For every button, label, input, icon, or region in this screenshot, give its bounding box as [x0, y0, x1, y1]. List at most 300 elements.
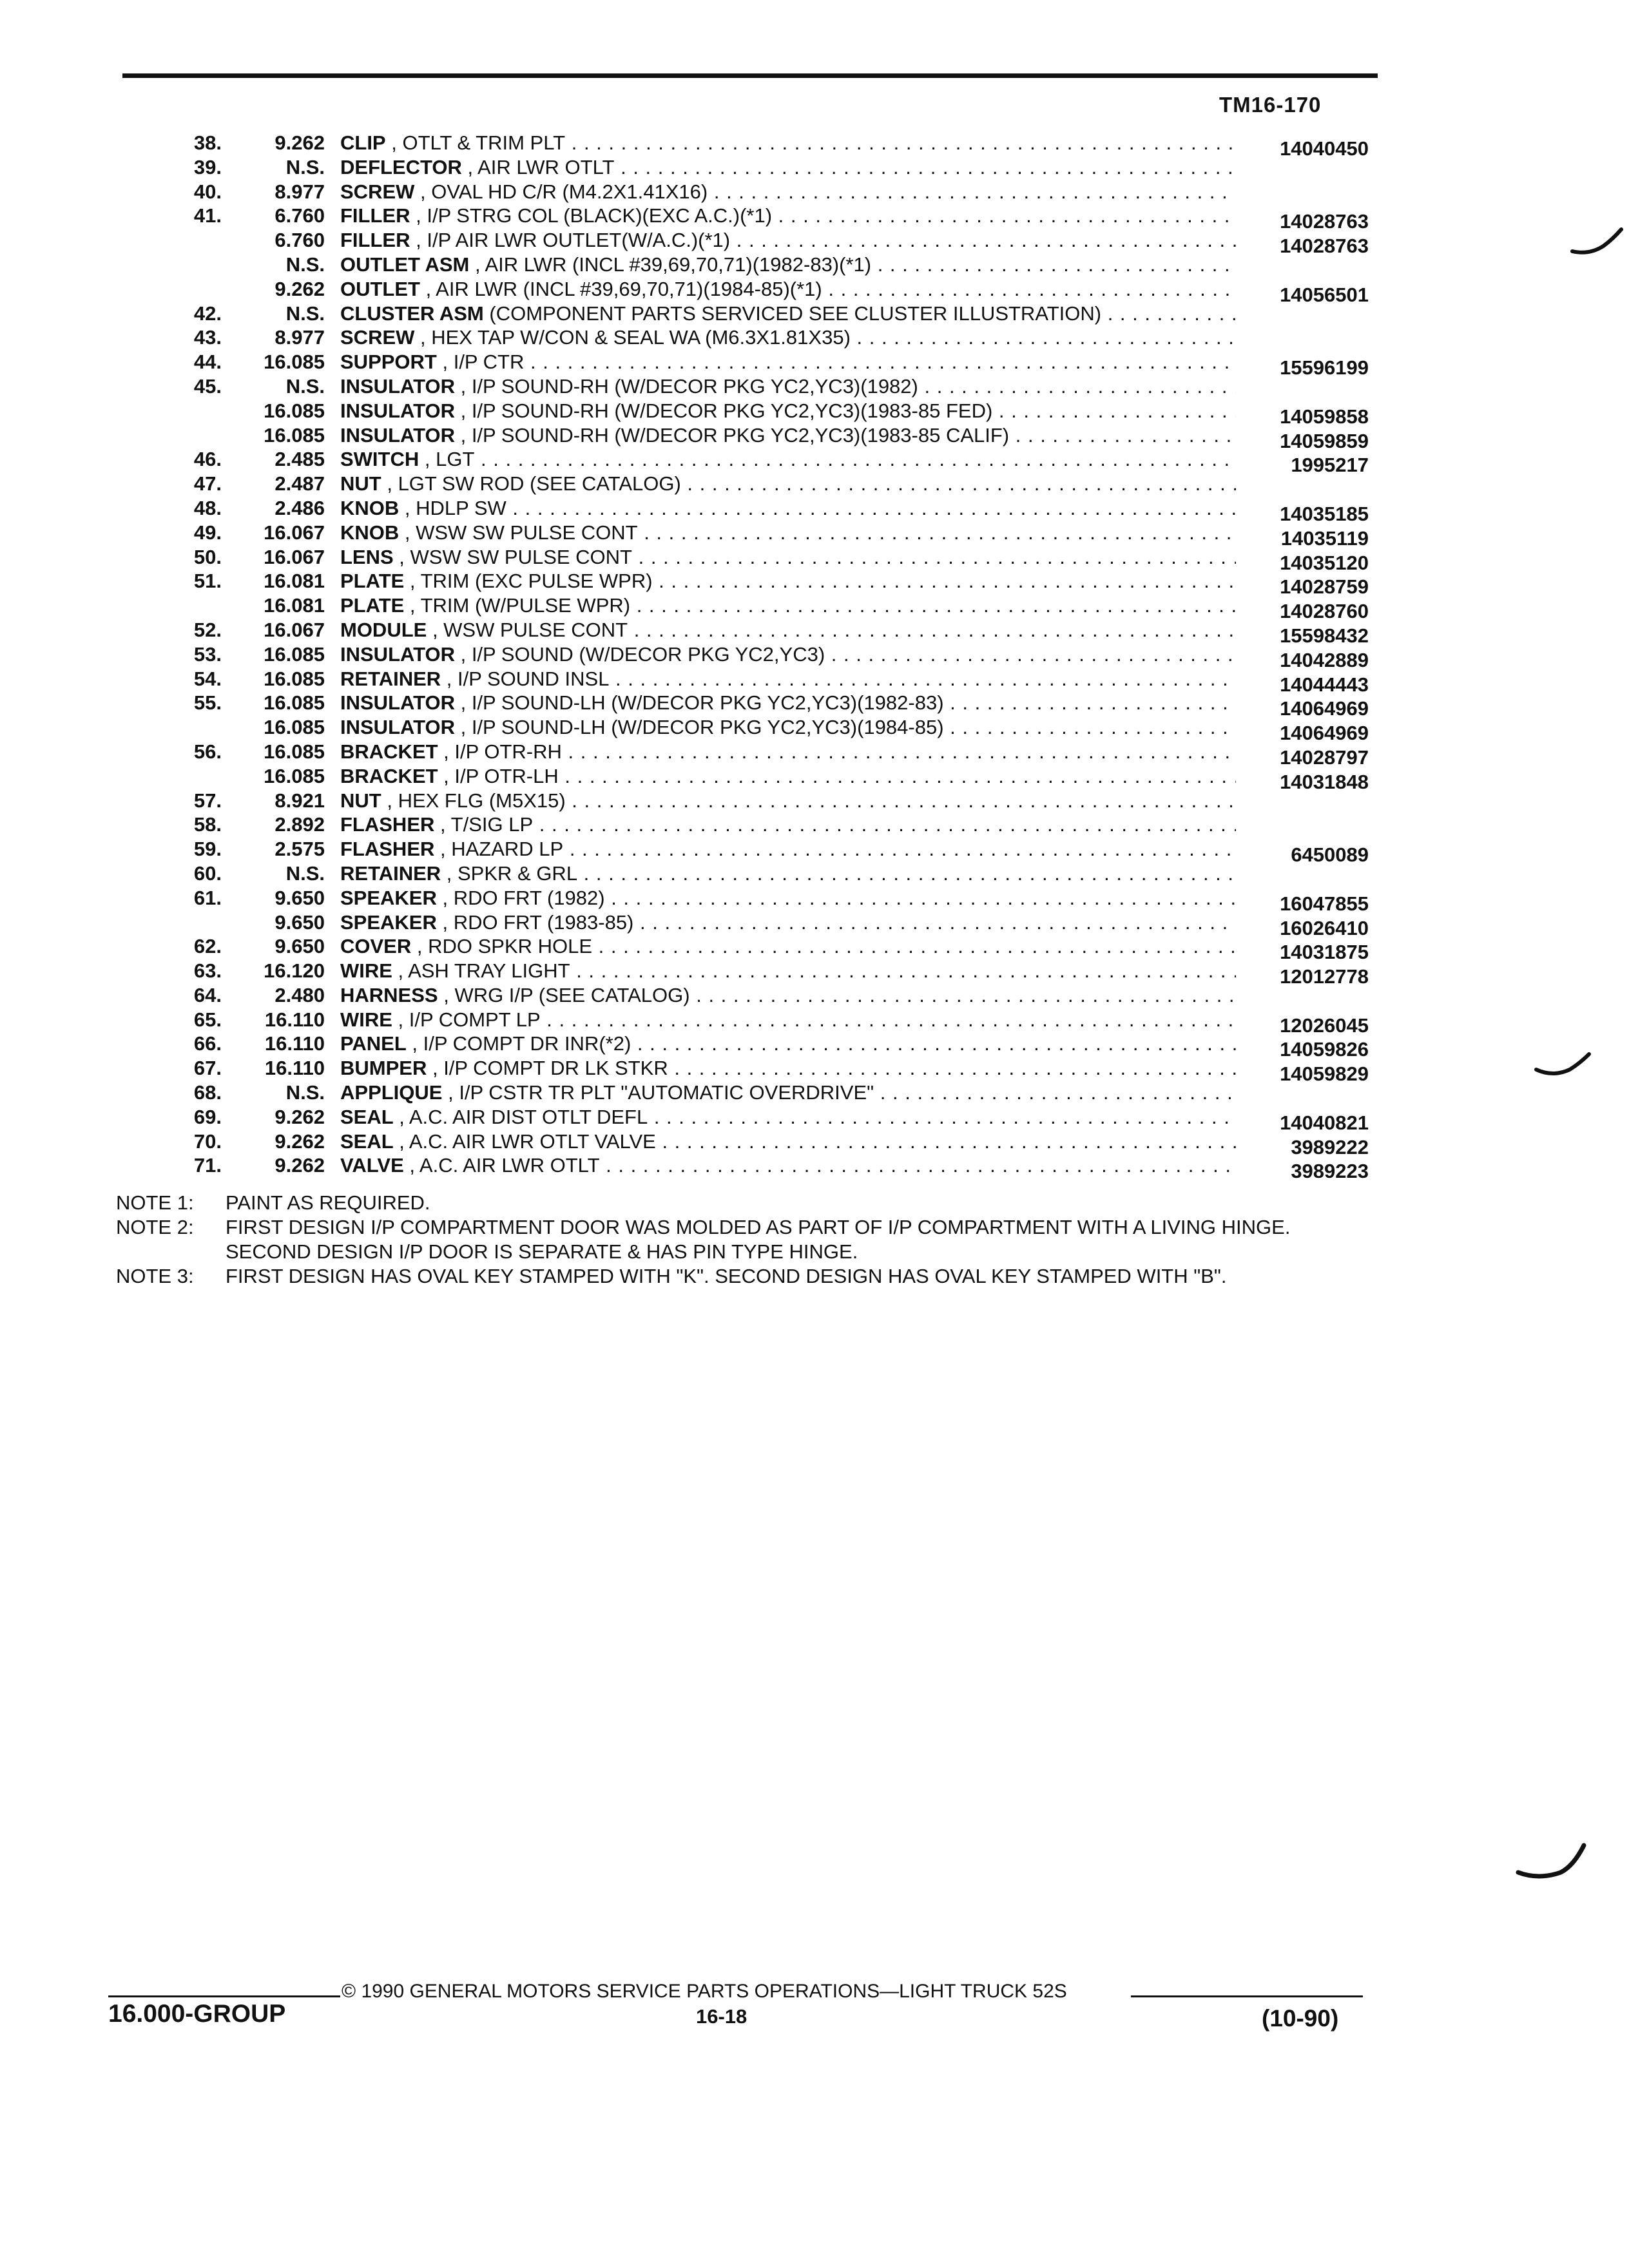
part-sep: ,: [436, 351, 454, 374]
item-number: 42.: [193, 302, 222, 325]
part-number: 12026045: [1280, 1014, 1369, 1037]
part-sep: ,: [399, 521, 416, 544]
part-description: [340, 715, 1236, 740]
part-detail: I/P COMPT DR LK STKR: [443, 1057, 668, 1080]
item-number: 39.: [193, 155, 222, 178]
part-sep: ,: [381, 472, 398, 495]
part-name: RETAINER: [340, 861, 441, 885]
part-detail: SPKR & GRL: [458, 861, 578, 885]
part-sep: ,: [427, 1057, 444, 1080]
note-text: FIRST DESIGN I/P COMPARTMENT DOOR WAS MOLDED AS PART OF I/P COMPARTMENT WITH A LIVING HINGE. SECOND DESIGN I/P DOOR IS SEPARATE & HAS PIN TYPE HINGE.: [226, 1216, 1291, 1263]
part-description: [340, 1153, 1236, 1178]
part-name: PLATE: [340, 594, 405, 617]
part-description: [340, 204, 1236, 228]
item-number: 43.: [193, 326, 222, 349]
part-name: CLIP: [340, 131, 386, 154]
part-description: [340, 350, 1236, 374]
part-name: SPEAKER: [340, 910, 437, 934]
part-description: [340, 399, 1236, 423]
part-detail: HAZARD LP: [451, 838, 564, 861]
group-number: 16.110: [264, 1057, 325, 1080]
group-number: 9.262: [275, 131, 325, 154]
part-row: [0, 1008, 1629, 1037]
part-number: 14056501: [1280, 283, 1369, 306]
group-number: 2.486: [275, 496, 325, 519]
part-row: [0, 204, 1629, 233]
part-row: [0, 934, 1629, 964]
part-sep: ,: [420, 277, 436, 300]
note-label: NOTE 2:: [116, 1216, 194, 1238]
group-number: 16.085: [264, 351, 325, 374]
part-number: 15598432: [1280, 624, 1369, 647]
part-detail: RDO FRT (1983-85): [453, 910, 634, 934]
part-sep: ,: [399, 496, 416, 519]
part-name: OUTLET: [340, 277, 420, 300]
group-number: 9.262: [275, 1154, 325, 1177]
part-sep: ,: [454, 691, 472, 715]
part-description: [340, 277, 1236, 302]
item-number: 51.: [193, 570, 222, 593]
part-number: 12012778: [1280, 965, 1369, 988]
part-detail: RDO FRT (1982): [453, 886, 605, 909]
part-sep: ,: [442, 1081, 459, 1104]
part-description: [340, 934, 1236, 959]
part-number: 14035185: [1280, 502, 1369, 525]
part-number: 14035119: [1280, 526, 1369, 550]
group-number: 16.085: [264, 423, 325, 447]
item-number: 66.: [193, 1032, 222, 1055]
part-name: INSULATOR: [340, 374, 455, 398]
part-row: [0, 1105, 1629, 1134]
part-row: [0, 1056, 1629, 1086]
part-row: [0, 691, 1629, 720]
group-number: 8.921: [275, 789, 325, 812]
part-detail: I/P COMPT LP: [409, 1008, 541, 1031]
note-text: PAINT AS REQUIRED.: [226, 1191, 430, 1214]
part-description: [340, 228, 1236, 253]
part-name: COVER: [340, 935, 412, 958]
part-sep: ,: [381, 789, 398, 812]
part-sep: ,: [434, 838, 452, 861]
part-sep: ,: [438, 740, 455, 763]
part-detail: I/P OTR-RH: [454, 740, 562, 763]
group-number: 16.085: [264, 716, 325, 739]
part-name: SEAL: [340, 1105, 394, 1128]
part-sep: ,: [393, 545, 410, 568]
part-sep: ,: [441, 667, 458, 690]
part-row: [0, 302, 1629, 326]
part-row: [0, 447, 1629, 477]
part-row: [0, 642, 1629, 671]
part-detail: LGT SW ROD (SEE CATALOG): [398, 472, 681, 495]
margin-checkmark-icon: [1516, 1841, 1586, 1887]
part-row: [0, 837, 1629, 867]
part-name: WIRE: [340, 959, 392, 983]
item-number: 69.: [193, 1105, 222, 1128]
part-name: CLUSTER ASM: [340, 302, 484, 325]
part-number: 16026410: [1280, 916, 1369, 939]
part-sep: ,: [436, 910, 454, 934]
part-name: NUT: [340, 472, 381, 495]
item-number: 50.: [193, 545, 222, 568]
part-description: [340, 910, 1236, 935]
part-row: [0, 496, 1629, 525]
part-description: [340, 959, 1236, 983]
part-row: [0, 886, 1629, 915]
part-number: 14064969: [1280, 722, 1369, 745]
part-name: PLATE: [340, 570, 405, 593]
footer-group: 16.000-GROUP: [108, 2000, 286, 2028]
part-name: SEAL: [340, 1129, 394, 1153]
part-row: [0, 569, 1629, 599]
part-name: RETAINER: [340, 667, 441, 690]
item-number: 65.: [193, 1008, 222, 1031]
part-name: FILLER: [340, 229, 410, 252]
part-detail: I/P SOUND-RH (W/DECOR PKG YC2,YC3)(1983-85 CALIF): [471, 423, 1010, 447]
part-row: [0, 1153, 1629, 1183]
part-description: [340, 180, 1236, 204]
part-row: [0, 910, 1629, 939]
part-name: MODULE: [340, 618, 427, 641]
part-description: [340, 886, 1236, 910]
group-number: 16.067: [264, 545, 325, 568]
group-number: 9.650: [275, 886, 325, 909]
part-sep: ,: [393, 1105, 409, 1128]
part-description: [340, 1056, 1236, 1081]
parts-list: [0, 131, 1629, 1183]
part-sep: ,: [411, 935, 429, 958]
part-description: [340, 740, 1236, 764]
part-number: 14044443: [1280, 673, 1369, 696]
part-detail: AIR LWR (INCL #39,69,70,71)(1982-83)(*1): [485, 253, 872, 276]
part-number: 14035120: [1280, 551, 1369, 574]
part-row: [0, 253, 1629, 277]
group-number: 16.110: [264, 1032, 325, 1055]
part-description: [340, 861, 1236, 886]
part-sep: ,: [441, 861, 458, 885]
part-sep: ,: [454, 374, 472, 398]
part-name: VALVE: [340, 1154, 404, 1177]
part-sep: ,: [385, 131, 403, 154]
group-number: 16.081: [264, 594, 325, 617]
part-row: [0, 399, 1629, 428]
part-detail: ASH TRAY LIGHT: [408, 959, 570, 983]
item-number: 60.: [193, 861, 222, 885]
part-row: [0, 812, 1629, 837]
part-description: [340, 593, 1236, 618]
part-row: [0, 667, 1629, 696]
part-name: SCREW: [340, 326, 415, 349]
part-row: [0, 374, 1629, 399]
footer-date: (10-90): [1262, 2005, 1339, 2032]
group-number: N.S.: [285, 1081, 325, 1104]
item-number: 54.: [193, 667, 222, 690]
part-name: INSULATOR: [340, 399, 455, 422]
part-sep: ,: [419, 448, 436, 471]
part-detail: I/P SOUND-LH (W/DECOR PKG YC2,YC3)(1984-85): [471, 716, 944, 739]
part-row: [0, 789, 1629, 813]
part-detail: WSW SW PULSE CONT: [416, 521, 638, 544]
part-description: [340, 131, 1236, 155]
part-sep: ,: [469, 253, 485, 276]
part-sep: ,: [392, 959, 409, 983]
part-row: [0, 861, 1629, 886]
part-row: [0, 228, 1629, 258]
part-description: [340, 691, 1236, 715]
part-sep: ,: [404, 594, 421, 617]
part-sep: ,: [406, 1032, 423, 1055]
part-sep: ,: [438, 983, 455, 1006]
part-row: [0, 715, 1629, 745]
part-number: 16047855: [1280, 892, 1369, 915]
part-row: [0, 277, 1629, 306]
part-name: INSULATOR: [340, 642, 455, 666]
part-sep: ,: [414, 326, 432, 349]
part-description: [340, 837, 1236, 861]
part-description: [340, 302, 1236, 326]
item-number: 71.: [193, 1154, 222, 1177]
part-detail: I/P COMPT DR INR(*2): [423, 1032, 631, 1055]
document-number: TM16-170: [1219, 93, 1322, 117]
part-sep: ,: [410, 229, 427, 252]
item-number: 53.: [193, 642, 222, 666]
part-sep: ,: [393, 1129, 409, 1153]
part-description: [340, 1105, 1236, 1129]
part-description: [340, 764, 1236, 789]
group-number: 9.262: [275, 1105, 325, 1128]
group-number: N.S.: [285, 155, 325, 178]
part-number: 14028760: [1280, 600, 1369, 623]
part-detail: I/P SOUND INSL: [458, 667, 610, 690]
note: [116, 1264, 1379, 1289]
part-name: INSULATOR: [340, 691, 455, 715]
item-number: 44.: [193, 351, 222, 374]
part-row: [0, 131, 1629, 160]
group-number: 16.081: [264, 570, 325, 593]
group-number: 9.650: [275, 935, 325, 958]
part-name: INSULATOR: [340, 423, 455, 447]
part-row: [0, 472, 1629, 496]
group-number: 2.480: [275, 983, 325, 1006]
part-description: [340, 374, 1236, 399]
group-number: N.S.: [285, 374, 325, 398]
item-number: 45.: [193, 374, 222, 398]
part-detail: T/SIG LP: [450, 813, 534, 836]
note-text: FIRST DESIGN HAS OVAL KEY STAMPED WITH "K". SECOND DESIGN HAS OVAL KEY STAMPED WITH "B".: [226, 1265, 1227, 1287]
group-number: N.S.: [285, 302, 325, 325]
part-row: [0, 1081, 1629, 1105]
part-detail: TRIM (W/PULSE WPR): [420, 594, 631, 617]
part-sep: ,: [454, 399, 472, 422]
part-number: 14031848: [1280, 770, 1369, 793]
part-name: NUT: [340, 789, 381, 812]
item-number: 40.: [193, 180, 222, 203]
part-row: [0, 764, 1629, 793]
part-name: SUPPORT: [340, 351, 437, 374]
part-number: 14028763: [1280, 210, 1369, 233]
part-detail: HDLP SW: [416, 496, 506, 519]
item-number: 41.: [193, 204, 222, 227]
item-number: 48.: [193, 496, 222, 519]
part-sep: ,: [454, 423, 472, 447]
part-detail: A.C. AIR DIST OTLT DEFL: [409, 1105, 648, 1128]
item-number: 56.: [193, 740, 222, 763]
part-name: FILLER: [340, 204, 410, 227]
footer-page-number: 16-18: [696, 2005, 747, 2028]
part-sep: ,: [403, 1154, 419, 1177]
item-number: 70.: [193, 1129, 222, 1153]
group-number: 16.085: [264, 667, 325, 690]
part-number: 14028759: [1280, 575, 1369, 599]
part-sep: ,: [404, 570, 421, 593]
part-row: [0, 740, 1629, 769]
part-row: [0, 1032, 1629, 1061]
group-number: 16.110: [264, 1008, 325, 1031]
part-row: [0, 959, 1629, 988]
group-number: 16.120: [264, 959, 325, 983]
part-row: [0, 618, 1629, 647]
item-number: 63.: [193, 959, 222, 983]
part-description: [340, 325, 1236, 350]
part-name: SCREW: [340, 180, 415, 203]
part-sep: ,: [438, 764, 455, 787]
group-number: 9.262: [275, 277, 325, 300]
part-detail: WSW PULSE CONT: [443, 618, 628, 641]
part-row: [0, 180, 1629, 204]
part-name: PANEL: [340, 1032, 407, 1055]
group-number: 16.085: [264, 691, 325, 715]
margin-checkmark-icon: [1570, 227, 1624, 259]
part-detail: I/P CTR: [453, 351, 525, 374]
part-description: [340, 618, 1236, 642]
part-description: [340, 1129, 1236, 1154]
part-number: 14059859: [1280, 429, 1369, 452]
item-number: 68.: [193, 1081, 222, 1104]
part-name: SWITCH: [340, 448, 419, 471]
part-detail: I/P OTR-LH: [454, 764, 559, 787]
part-description: [340, 983, 1236, 1008]
group-number: 16.085: [264, 399, 325, 422]
part-detail: RDO SPKR HOLE: [428, 935, 593, 958]
part-number: 1995217: [1291, 454, 1369, 477]
part-description: [340, 545, 1236, 570]
item-number: 59.: [193, 838, 222, 861]
part-detail: AIR LWR (INCL #39,69,70,71)(1984-85)(*1): [436, 277, 822, 300]
part-sep: ,: [461, 155, 478, 178]
item-number: 67.: [193, 1057, 222, 1080]
item-number: 55.: [193, 691, 222, 715]
part-detail: (COMPONENT PARTS SERVICED SEE CLUSTER ILLUSTRATION): [489, 302, 1102, 325]
part-description: [340, 253, 1236, 277]
part-name: HARNESS: [340, 983, 438, 1006]
part-detail: AIR LWR OTLT: [477, 155, 615, 178]
part-description: [340, 1032, 1236, 1056]
group-number: 9.650: [275, 910, 325, 934]
group-number: 16.067: [264, 618, 325, 641]
part-row: [0, 983, 1629, 1008]
part-detail: I/P STRG COL (BLACK)(EXC A.C.)(*1): [427, 204, 773, 227]
footer-rule-left: [108, 1995, 340, 1997]
footer-copyright: © 1990 GENERAL MOTORS SERVICE PARTS OPERATIONS—LIGHT TRUCK 52S: [342, 1981, 1067, 2002]
part-detail: OVAL HD C/R (M4.2X1.41X16): [431, 180, 708, 203]
item-number: 57.: [193, 789, 222, 812]
part-detail: I/P SOUND-RH (W/DECOR PKG YC2,YC3)(1983-85 FED): [471, 399, 993, 422]
part-sep: ,: [454, 642, 472, 666]
part-detail: WSW SW PULSE CONT: [410, 545, 632, 568]
group-number: N.S.: [285, 861, 325, 885]
part-name: FLASHER: [340, 813, 435, 836]
part-detail: I/P SOUND-RH (W/DECOR PKG YC2,YC3)(1982): [471, 374, 918, 398]
item-number: 61.: [193, 886, 222, 909]
part-name: LENS: [340, 545, 394, 568]
part-name: APPLIQUE: [340, 1081, 443, 1104]
part-detail: I/P SOUND-LH (W/DECOR PKG YC2,YC3)(1982-83): [471, 691, 944, 715]
part-row: [0, 325, 1629, 350]
part-row: [0, 521, 1629, 550]
part-detail: OTLT & TRIM PLT: [402, 131, 566, 154]
part-sep: ,: [410, 204, 427, 227]
part-sep: ,: [414, 180, 432, 203]
note: [116, 1191, 1379, 1215]
part-number: 3989222: [1291, 1135, 1369, 1158]
item-number: 58.: [193, 813, 222, 836]
part-description: [340, 789, 1236, 813]
part-row: [0, 155, 1629, 180]
note-label: NOTE 1:: [116, 1191, 194, 1214]
part-detail: A.C. AIR LWR OTLT: [419, 1154, 600, 1177]
group-number: 2.892: [275, 813, 325, 836]
part-description: [340, 1008, 1236, 1032]
part-detail: WRG I/P (SEE CATALOG): [454, 983, 690, 1006]
top-rule: [122, 73, 1378, 78]
group-number: 9.262: [275, 1129, 325, 1153]
part-sep: ,: [427, 618, 444, 641]
part-sep: ,: [436, 886, 454, 909]
part-name: KNOB: [340, 496, 400, 519]
part-description: [340, 521, 1236, 545]
part-description: [340, 1081, 1236, 1105]
part-detail: TRIM (EXC PULSE WPR): [420, 570, 653, 593]
part-row: [0, 593, 1629, 623]
part-detail: I/P CSTR TR PLT "AUTOMATIC OVERDRIVE": [459, 1081, 874, 1104]
part-number: 14040821: [1280, 1111, 1369, 1134]
part-row: [0, 350, 1629, 380]
group-number: 16.085: [264, 642, 325, 666]
part-number: 15596199: [1280, 356, 1369, 380]
part-number: 14031875: [1280, 941, 1369, 964]
part-detail: HEX FLG (M5X15): [398, 789, 566, 812]
part-number: 6450089: [1291, 843, 1369, 867]
item-number: 47.: [193, 472, 222, 495]
group-number: N.S.: [285, 253, 325, 276]
part-number: 14028797: [1280, 745, 1369, 769]
group-number: 8.977: [275, 326, 325, 349]
part-detail: A.C. AIR LWR OTLT VALVE: [409, 1129, 656, 1153]
part-description: [340, 155, 1236, 180]
part-number: 14042889: [1280, 648, 1369, 671]
part-row: [0, 423, 1629, 452]
item-number: 46.: [193, 448, 222, 471]
part-name: WIRE: [340, 1008, 392, 1031]
part-sep: ,: [392, 1008, 409, 1031]
part-name: OUTLET ASM: [340, 253, 470, 276]
note-label: NOTE 3:: [116, 1265, 194, 1287]
group-number: 16.067: [264, 521, 325, 544]
note: [116, 1215, 1379, 1264]
part-detail: I/P SOUND (W/DECOR PKG YC2,YC3): [471, 642, 825, 666]
part-name: BUMPER: [340, 1057, 427, 1080]
part-name: DEFLECTOR: [340, 155, 462, 178]
